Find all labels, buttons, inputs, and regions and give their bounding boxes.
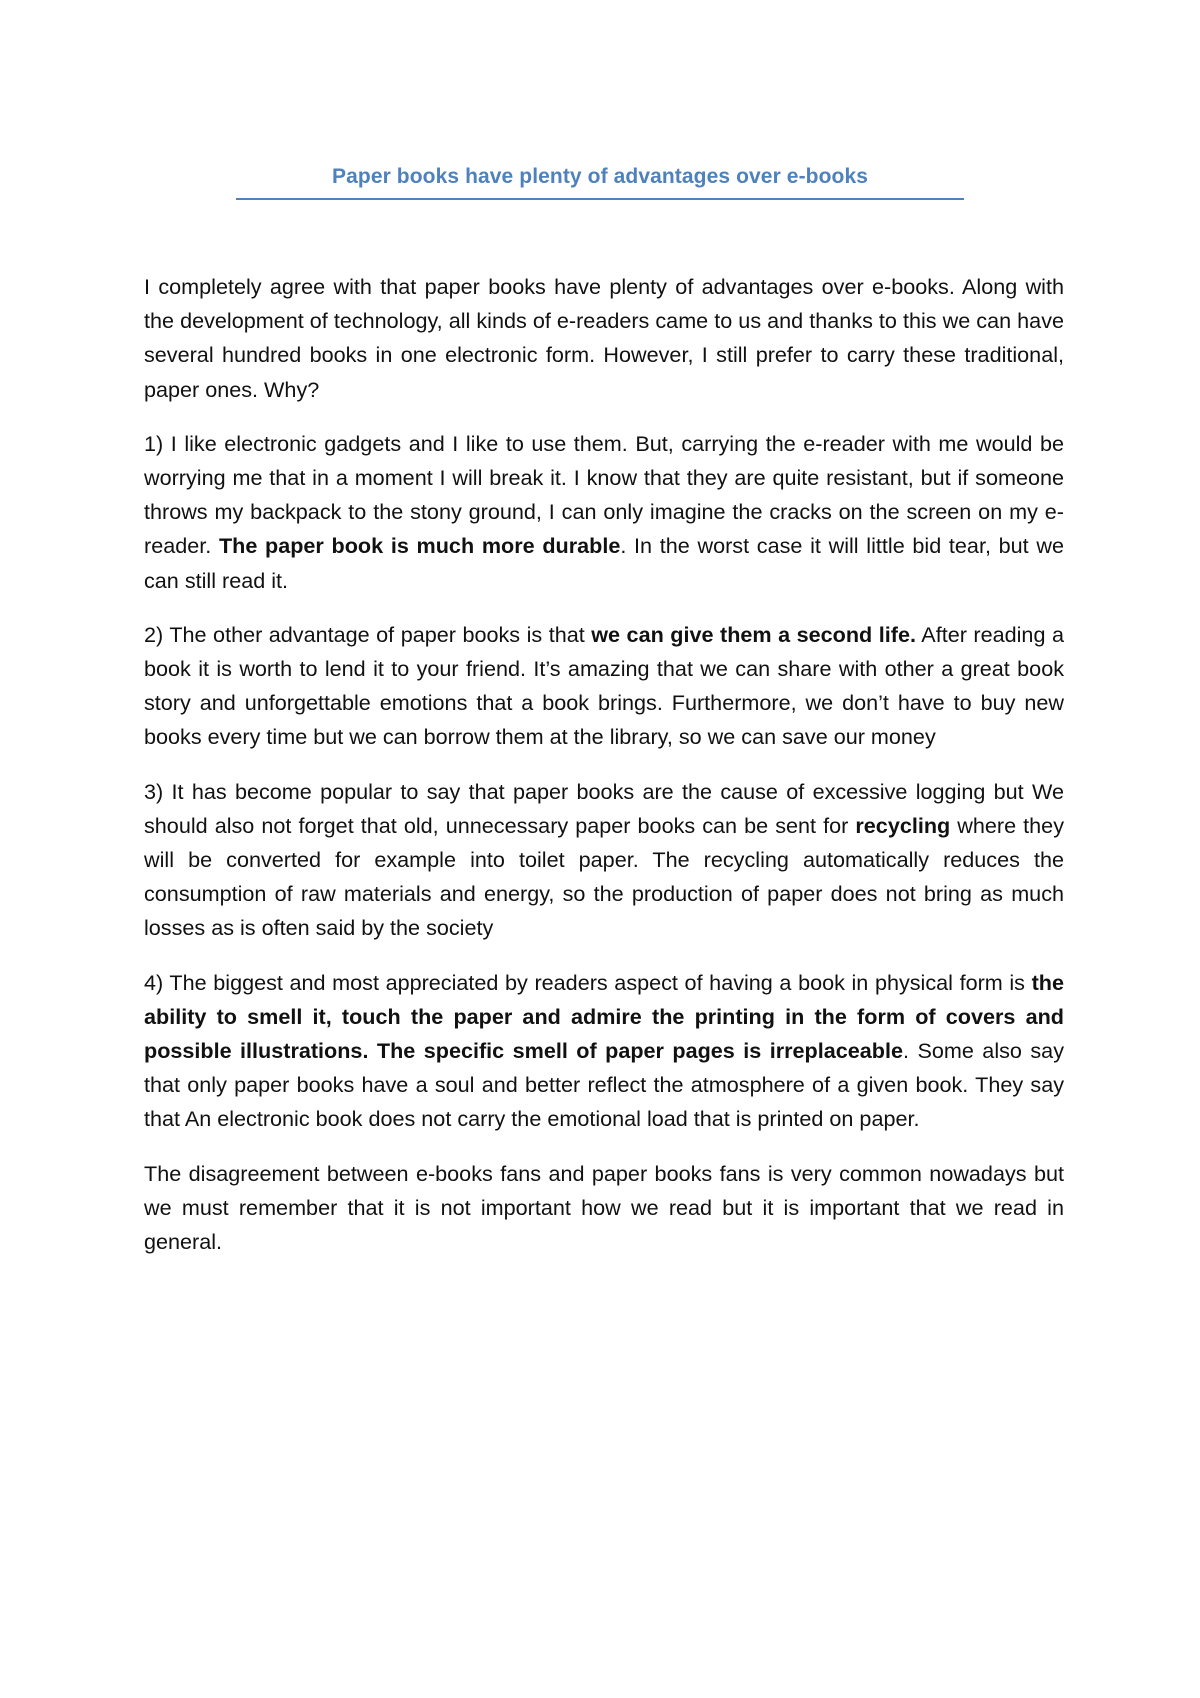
paragraph-5 — [144, 966, 1064, 1137]
paragraph-1 — [144, 270, 1064, 407]
text-segment: 3) It has become popular to say that paper books are the cause of excessive logging but We should also not forget that old, unnecessary paper books can be sent for — [144, 778, 1064, 838]
bold-text-segment: recycling — [855, 812, 951, 838]
text-segment: . In the worst case it will little bid tear, but we can still read it. — [144, 533, 1064, 593]
document-title: Paper books have plenty of advantages over e-books — [332, 165, 868, 188]
text-segment: . Some also say that only paper books have a soul and better reflect the atmosphere of a given book. They say that An electronic book does not carry the emotional load that is printed on paper. — [144, 1038, 1064, 1132]
paragraph-4 — [144, 775, 1064, 946]
paragraph-6 — [144, 1157, 1064, 1260]
text-segment: 2) The other advantage of paper books is that — [144, 621, 592, 647]
document-body — [144, 270, 1064, 1279]
text-segment: where they will be converted for example into toilet paper. The recycling automatically reduces the consumption of raw materials and energy, so the production of paper does not bring as much losses as is often said by the society — [144, 812, 1064, 941]
text-segment: 4) The biggest and most appreciated by readers aspect of having a book in physical form is — [144, 969, 1032, 995]
paragraph-3 — [144, 618, 1064, 755]
bold-text-segment: The paper book is much more durable — [218, 533, 621, 559]
title-block — [236, 160, 964, 200]
title-underline — [236, 198, 964, 200]
bold-text-segment: the ability to smell it, touch the paper and admire the printing in the form of covers and possible illustrations. The specific smell of paper pages is irreplaceable — [144, 969, 1064, 1064]
text-segment: I completely agree with that paper books have plenty of advantages over e-books. Along with the development of technology, all kinds of e-readers came to us and thanks to this we can have several hundred books in one electronic form. However, I still prefer to carry these traditional, paper ones. Why? — [144, 274, 1064, 402]
text-segment: After reading a book it is worth to lend it to your friend. It’s amazing that we can share with other a great book story and unforgettable emotions that a book brings. Furthermore, we don’t have to buy new books every time but we can borrow them at the library, so we can save our money — [144, 621, 1064, 750]
text-segment: 1) I like electronic gadgets and I like to use them. But, carrying the e-reader with me would be worrying me that in a moment I will break it. I know that they are quite resistant, but if someone throws my backpack to the stony ground, I can only imagine the cracks on the screen on my e-reader. — [144, 430, 1064, 559]
text-segment: The disagreement between e-books fans and paper books fans is very common nowadays but we must remember that it is not important how we read but it is important that we read in general. — [144, 1160, 1064, 1255]
paragraph-2 — [144, 427, 1064, 598]
bold-text-segment: we can give them a second life. — [591, 621, 916, 647]
